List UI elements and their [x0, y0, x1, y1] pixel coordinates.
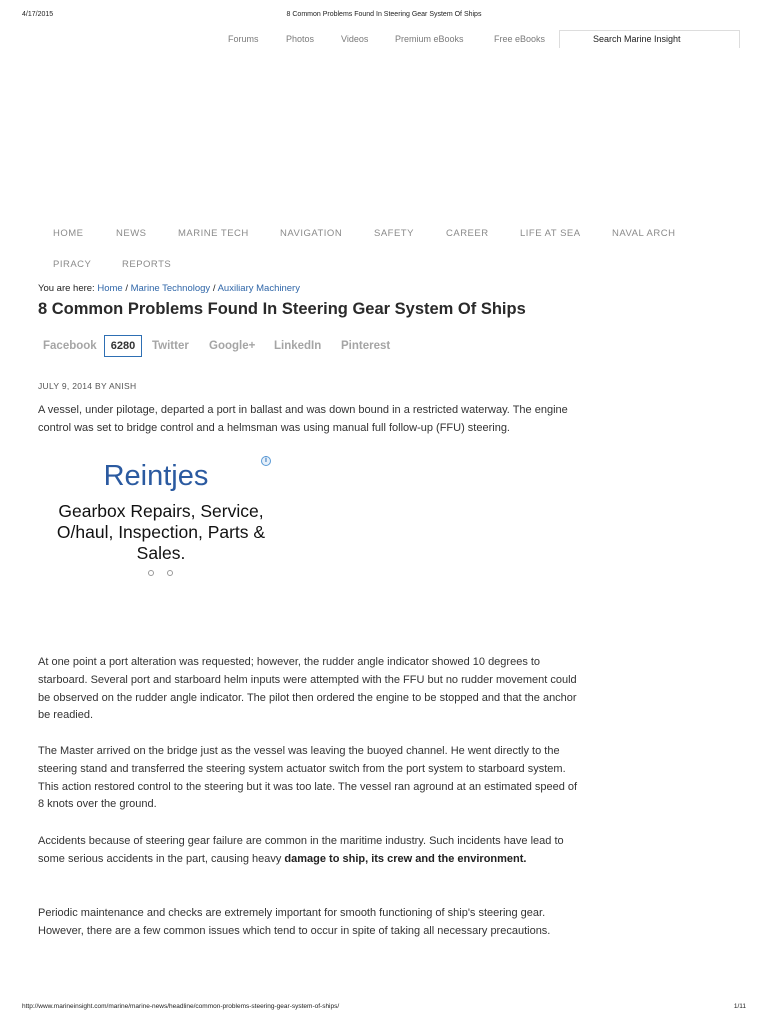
breadcrumb-home-link[interactable]: Home: [97, 283, 123, 294]
ad-brand[interactable]: Reintjes: [103, 460, 209, 492]
nav-item-navigation[interactable]: NAVIGATION: [280, 228, 343, 239]
nav-item-piracy[interactable]: PIRACY: [53, 259, 92, 270]
breadcrumb: [38, 283, 300, 294]
facebook-share-button[interactable]: Facebook: [43, 340, 97, 352]
premium-ebooks-link[interactable]: Premium eBooks: [395, 34, 464, 44]
free-ebooks-link[interactable]: Free eBooks: [494, 34, 546, 44]
print-footer: [22, 1003, 746, 1013]
print-header: [22, 11, 746, 23]
article-paragraph-2: At one point a port alteration was requested; however, the rudder angle indicator showed 10 degrees to starboard. Several port and starboard helm inputs were attempted with the FFU but no rudder movement could be observed on the rudder angle indicator. The pilot then ordered the engine to be stopped and that the anchor be readied.: [38, 656, 577, 722]
nav-item-home[interactable]: HOME: [53, 228, 84, 239]
nav-item-life-at-sea[interactable]: LIFE AT SEA: [520, 228, 581, 239]
breadcrumb-separator: /: [125, 283, 128, 294]
paragraph-4-text: Accidents because of steering gear failure are common in the maritime industry. Such incidents have lead to some serious accidents in the part, causing heavy: [38, 835, 564, 865]
article-paragraph-4: [38, 833, 583, 869]
ad-carousel-dots: [145, 570, 185, 580]
nav-item-news[interactable]: NEWS: [116, 228, 147, 239]
nav-item-naval-arch[interactable]: NAVAL ARCH: [612, 228, 676, 239]
search-input[interactable]: Search Marine Insight: [559, 30, 740, 48]
forums-link[interactable]: Forums: [228, 34, 259, 44]
top-links-bar: [215, 30, 742, 49]
article-paragraph-5: Periodic maintenance and checks are extremely important for smooth functioning of ship's steering gear. However, there are a few common issues which tend to occur in spite of taking all necessary precautions.: [38, 907, 551, 937]
googleplus-share-button[interactable]: Google+: [209, 340, 256, 352]
article-title: 8 Common Problems Found In Steering Gear System Of Ships: [38, 300, 526, 318]
breadcrumb-marine-technology-link[interactable]: Marine Technology: [130, 283, 211, 294]
ad-carousel-dot[interactable]: [167, 570, 173, 576]
print-url: http://www.marineinsight.com/marine/marine-news/headline/common-problems-steering-gear-system-of-ships/: [22, 1003, 340, 1010]
print-page-number: 1/11: [733, 1003, 746, 1010]
main-nav: [38, 222, 738, 284]
nav-item-safety[interactable]: SAFETY: [374, 228, 414, 239]
pinterest-share-button[interactable]: Pinterest: [341, 340, 391, 352]
share-count-badge: 6280: [104, 335, 142, 357]
print-title: 8 Common Problems Found In Steering Gear System Of Ships: [286, 11, 482, 18]
nav-item-reports[interactable]: REPORTS: [122, 259, 172, 270]
breadcrumb-prefix: You are here:: [38, 283, 95, 294]
paragraph-4-bold-text: damage to ship, its crew and the environment.: [284, 852, 527, 865]
article-paragraph-3: The Master arrived on the bridge just as the vessel was leaving the buoyed channel. He went directly to the steering stand and transferred the steering system actuator switch from the port system to starboard system. This action restored control to the steering but it was too late. The vessel ran aground at an estimated speed of 8 knots over the ground.: [38, 745, 578, 811]
linkedin-share-button[interactable]: LinkedIn: [274, 340, 322, 352]
photos-link[interactable]: Photos: [286, 34, 315, 44]
nav-item-career[interactable]: CAREER: [446, 228, 489, 239]
ad-choices-icon[interactable]: i: [261, 456, 271, 466]
videos-link[interactable]: Videos: [341, 34, 369, 44]
ad-carousel-dot[interactable]: [148, 570, 154, 576]
nav-item-marine-tech[interactable]: MARINE TECH: [178, 228, 249, 239]
share-bar: [38, 335, 578, 357]
breadcrumb-separator: /: [212, 283, 216, 294]
twitter-share-button[interactable]: Twitter: [152, 340, 189, 352]
print-date: 4/17/2015: [22, 11, 54, 18]
article-byline: JULY 9, 2014 BY ANISH: [38, 381, 137, 391]
ad-text[interactable]: Gearbox Repairs, Service, O/haul, Inspection, Parts & Sales.: [56, 501, 266, 563]
breadcrumb-auxiliary-machinery-link[interactable]: Auxiliary Machinery: [217, 283, 300, 294]
article-paragraph-1: A vessel, under pilotage, departed a port in ballast and was down bound in a restricted waterway. The engine control was set to bridge control and a helmsman was using manual full follow-up (FFU) steering.: [38, 404, 568, 434]
advertisement[interactable]: [38, 453, 274, 593]
